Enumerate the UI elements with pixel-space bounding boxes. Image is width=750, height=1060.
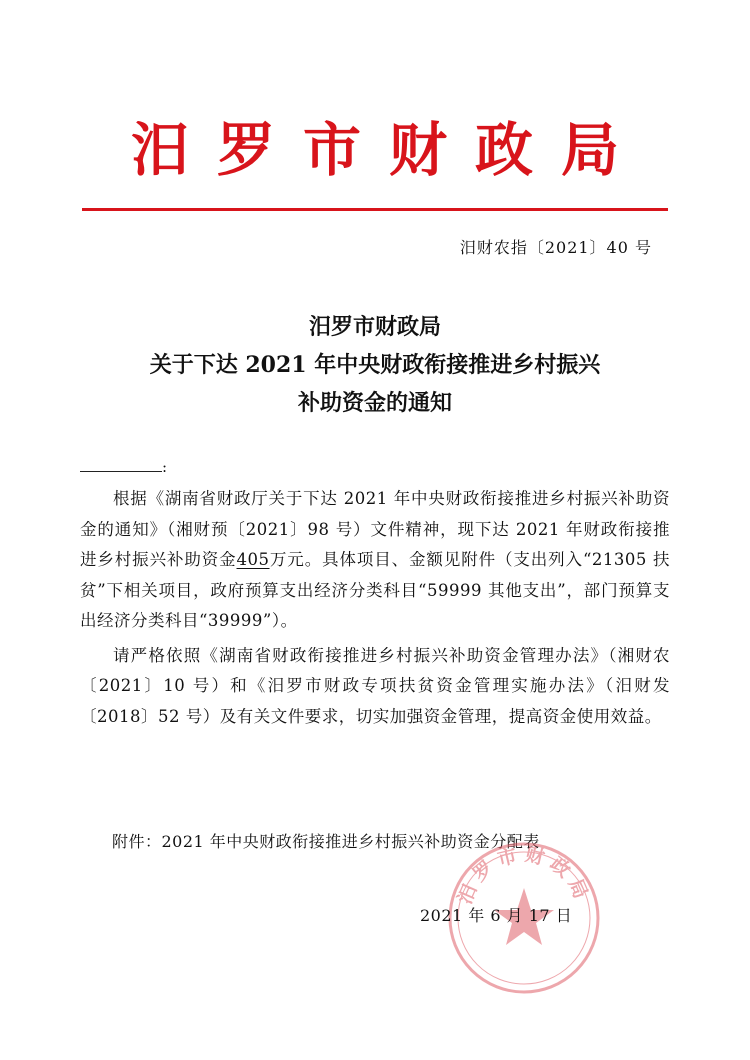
svg-text:汨罗市财政局: 汨罗市财政局 [453, 843, 595, 908]
issue-date: 2021 年 6 月 17 日 [420, 906, 573, 925]
title-line-1: 汨罗市财政局 [308, 314, 441, 340]
notice-body [80, 484, 670, 732]
addressee-colon: : [162, 458, 168, 476]
addressee-line [80, 455, 167, 479]
paragraph-1-text-a: 根据《湖南省财政厅关于下达 2021 年中央财政衔接推进乡村振兴补助资金的通知》（湘财预〔2021〕98 号）文件精神，现下达 2021 年财政衔接推进乡村振兴补助资金 [80, 489, 670, 569]
notice-title [0, 308, 750, 422]
attachment-line: 附件：2021 年中央财政衔接推进乡村振兴补助资金分配表 [112, 832, 540, 851]
body-paragraph-2: 请严格依照《湖南省财政衔接推进乡村振兴补助资金管理办法》（湘财农〔2021〕10 号）和《汨罗市财政专项扶贫资金管理实施办法》（汨财发〔2018〕52 号）及有关文件要求，切实加强资金管理，提高资金使用效益。 [80, 645, 670, 726]
paragraph-1-text-b: 万元。具体项目、金额见附件（支出列入“21305 扶贫”下相关项目，政府预算支出经济分类科目“59999 其他支出”，部门预算支出经济分类科目“39999”）。 [80, 550, 670, 630]
title-line-2: 关于下达 2021 年中央财政衔接推进乡村振兴 [149, 352, 601, 378]
title-line-3: 补助资金的通知 [297, 390, 452, 416]
amount-value: 405 [236, 550, 270, 569]
red-divider-line [82, 208, 668, 211]
document-number: 汨财农指〔2021〕40 号 [459, 238, 652, 257]
body-paragraph-1 [80, 484, 670, 637]
agency-title: 汨罗市财政局 [130, 116, 647, 184]
addressee-blank [80, 457, 162, 472]
